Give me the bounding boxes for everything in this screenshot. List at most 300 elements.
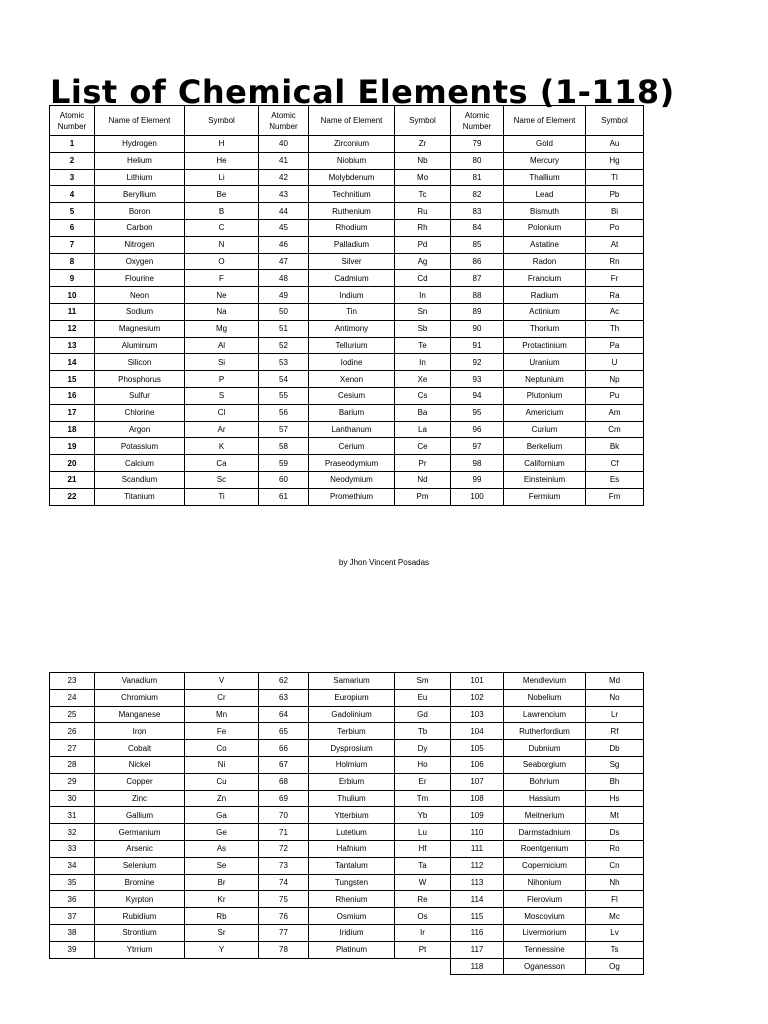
element-name-cell: Neptunium bbox=[504, 371, 586, 388]
atomic-number-cell: 53 bbox=[259, 354, 309, 371]
atomic-number-cell: 116 bbox=[451, 924, 504, 941]
atomic-number-cell: 4 bbox=[50, 186, 95, 203]
atomic-number-cell: 43 bbox=[259, 186, 309, 203]
author-credit: by Jhon Vincent Posadas bbox=[338, 558, 430, 567]
element-name-cell: Protactinium bbox=[504, 337, 586, 354]
element-name-cell: Praseodymium bbox=[309, 455, 395, 472]
element-name-cell: Plutonium bbox=[504, 387, 586, 404]
atomic-number-cell: 61 bbox=[259, 488, 309, 505]
header-symbol: Symbol bbox=[185, 106, 259, 136]
atomic-number-cell: 55 bbox=[259, 387, 309, 404]
atomic-number-cell: 82 bbox=[451, 186, 504, 203]
atomic-number-cell: 17 bbox=[50, 404, 95, 421]
element-name-cell: Bohrium bbox=[504, 773, 586, 790]
table-row bbox=[50, 924, 644, 941]
element-symbol-cell: Rn bbox=[586, 253, 644, 270]
atomic-number-cell: 84 bbox=[451, 219, 504, 236]
element-name-cell: Lutetium bbox=[309, 824, 395, 841]
element-name-cell: Rhenium bbox=[309, 891, 395, 908]
element-symbol-cell: Li bbox=[185, 169, 259, 186]
atomic-number-cell: 42 bbox=[259, 169, 309, 186]
element-symbol-cell: Os bbox=[395, 908, 451, 925]
atomic-number-cell: 34 bbox=[50, 857, 95, 874]
table-row bbox=[50, 941, 644, 958]
atomic-number-cell: 107 bbox=[451, 773, 504, 790]
element-name-cell: Lead bbox=[504, 186, 586, 203]
element-symbol-cell: Mg bbox=[185, 320, 259, 337]
element-name-cell: Oxygen bbox=[95, 253, 185, 270]
element-name-cell: Chromium bbox=[95, 689, 185, 706]
atomic-number-cell: 74 bbox=[259, 874, 309, 891]
table-row bbox=[50, 773, 644, 790]
element-symbol-cell: U bbox=[586, 354, 644, 371]
element-symbol-cell: Bk bbox=[586, 438, 644, 455]
element-name-cell: Ytrrium bbox=[95, 941, 185, 958]
element-name-cell: Zirconium bbox=[309, 136, 395, 153]
table-row bbox=[50, 253, 644, 270]
atomic-number-cell: 22 bbox=[50, 488, 95, 505]
element-name-cell: Scandium bbox=[95, 471, 185, 488]
element-name-cell: Nitrogen bbox=[95, 236, 185, 253]
element-symbol-cell: Te bbox=[395, 337, 451, 354]
element-symbol-cell: Pu bbox=[586, 387, 644, 404]
atomic-number-cell: 37 bbox=[50, 908, 95, 925]
element-symbol-cell: As bbox=[185, 840, 259, 857]
atomic-number-cell: 66 bbox=[259, 740, 309, 757]
element-name-cell: Americium bbox=[504, 404, 586, 421]
empty-cell bbox=[50, 958, 95, 975]
atomic-number-cell: 85 bbox=[451, 236, 504, 253]
atomic-number-cell: 59 bbox=[259, 455, 309, 472]
atomic-number-cell: 70 bbox=[259, 807, 309, 824]
element-symbol-cell: Cs bbox=[395, 387, 451, 404]
element-name-cell: Silicon bbox=[95, 354, 185, 371]
atomic-number-cell: 117 bbox=[451, 941, 504, 958]
element-symbol-cell: Sb bbox=[395, 320, 451, 337]
element-symbol-cell: No bbox=[586, 689, 644, 706]
atomic-number-cell: 21 bbox=[50, 471, 95, 488]
element-name-cell: Indium bbox=[309, 287, 395, 304]
table-row bbox=[50, 824, 644, 841]
element-symbol-cell: Hf bbox=[395, 840, 451, 857]
atomic-number-cell: 63 bbox=[259, 689, 309, 706]
table-row bbox=[50, 438, 644, 455]
element-name-cell: Thulium bbox=[309, 790, 395, 807]
element-name-cell: Livermorium bbox=[504, 924, 586, 941]
header-row bbox=[50, 106, 644, 136]
element-symbol-cell: Lu bbox=[395, 824, 451, 841]
atomic-number-cell: 45 bbox=[259, 219, 309, 236]
atomic-number-cell: 16 bbox=[50, 387, 95, 404]
element-name-cell: Boron bbox=[95, 203, 185, 220]
element-symbol-cell: Cr bbox=[185, 689, 259, 706]
atomic-number-cell: 102 bbox=[451, 689, 504, 706]
element-symbol-cell: P bbox=[185, 371, 259, 388]
element-symbol-cell: Ir bbox=[395, 924, 451, 941]
element-symbol-cell: Nd bbox=[395, 471, 451, 488]
element-name-cell: Meitnerium bbox=[504, 807, 586, 824]
element-symbol-cell: In bbox=[395, 287, 451, 304]
element-name-cell: Niobium bbox=[309, 152, 395, 169]
atomic-number-cell: 96 bbox=[451, 421, 504, 438]
element-symbol-cell: Be bbox=[185, 186, 259, 203]
element-name-cell: Potassium bbox=[95, 438, 185, 455]
element-name-cell: Strontium bbox=[95, 924, 185, 941]
table-row bbox=[50, 287, 644, 304]
element-symbol-cell: Eu bbox=[395, 689, 451, 706]
atomic-number-cell: 98 bbox=[451, 455, 504, 472]
element-name-cell: Moscovium bbox=[504, 908, 586, 925]
element-name-cell: Fermium bbox=[504, 488, 586, 505]
element-symbol-cell: Lr bbox=[586, 706, 644, 723]
atomic-number-cell: 3 bbox=[50, 169, 95, 186]
element-symbol-cell: F bbox=[185, 270, 259, 287]
element-name-cell: Copernicium bbox=[504, 857, 586, 874]
element-name-cell: Cerium bbox=[309, 438, 395, 455]
element-symbol-cell: Nh bbox=[586, 874, 644, 891]
page-title: List of Chemical Elements (1-118) bbox=[50, 73, 675, 111]
element-name-cell: Cadmium bbox=[309, 270, 395, 287]
atomic-number-cell: 7 bbox=[50, 236, 95, 253]
atomic-number-cell: 35 bbox=[50, 874, 95, 891]
atomic-number-cell: 13 bbox=[50, 337, 95, 354]
element-name-cell: Lithium bbox=[95, 169, 185, 186]
atomic-number-cell: 38 bbox=[50, 924, 95, 941]
element-symbol-cell: Er bbox=[395, 773, 451, 790]
element-symbol-cell: Rh bbox=[395, 219, 451, 236]
element-symbol-cell: Xe bbox=[395, 371, 451, 388]
element-name-cell: Californium bbox=[504, 455, 586, 472]
element-name-cell: Hydrogen bbox=[95, 136, 185, 153]
atomic-number-cell: 15 bbox=[50, 371, 95, 388]
header-name: Name of Element bbox=[309, 106, 395, 136]
element-symbol-cell: Ra bbox=[586, 287, 644, 304]
element-name-cell: Tin bbox=[309, 303, 395, 320]
element-name-cell: Samarium bbox=[309, 673, 395, 690]
element-name-cell: Nihonium bbox=[504, 874, 586, 891]
element-name-cell: Neodymium bbox=[309, 471, 395, 488]
element-name-cell: Rutherfordium bbox=[504, 723, 586, 740]
element-symbol-cell: Fr bbox=[586, 270, 644, 287]
element-symbol-cell: Pt bbox=[395, 941, 451, 958]
element-name-cell: Astatine bbox=[504, 236, 586, 253]
element-symbol-cell: O bbox=[185, 253, 259, 270]
element-symbol-cell: Ca bbox=[185, 455, 259, 472]
element-name-cell: Phosphorus bbox=[95, 371, 185, 388]
empty-cell bbox=[259, 958, 309, 975]
element-symbol-cell: W bbox=[395, 874, 451, 891]
atomic-number-cell: 64 bbox=[259, 706, 309, 723]
element-name-cell: Calcium bbox=[95, 455, 185, 472]
element-symbol-cell: In bbox=[395, 354, 451, 371]
atomic-number-cell: 52 bbox=[259, 337, 309, 354]
table-row bbox=[50, 421, 644, 438]
table-row bbox=[50, 958, 644, 975]
atomic-number-cell: 112 bbox=[451, 857, 504, 874]
element-symbol-cell: Tb bbox=[395, 723, 451, 740]
element-symbol-cell: Pm bbox=[395, 488, 451, 505]
element-name-cell: Thorium bbox=[504, 320, 586, 337]
atomic-number-cell: 56 bbox=[259, 404, 309, 421]
element-symbol-cell: Fe bbox=[185, 723, 259, 740]
element-symbol-cell: Ar bbox=[185, 421, 259, 438]
element-name-cell: Dubnium bbox=[504, 740, 586, 757]
table-row bbox=[50, 337, 644, 354]
element-symbol-cell: La bbox=[395, 421, 451, 438]
element-name-cell: Ruthenium bbox=[309, 203, 395, 220]
atomic-number-cell: 39 bbox=[50, 941, 95, 958]
element-name-cell: Chlorine bbox=[95, 404, 185, 421]
element-symbol-cell: Lv bbox=[586, 924, 644, 941]
element-symbol-cell: Fl bbox=[586, 891, 644, 908]
element-symbol-cell: Mc bbox=[586, 908, 644, 925]
element-name-cell: Seaborgium bbox=[504, 756, 586, 773]
table-row bbox=[50, 404, 644, 421]
element-symbol-cell: Ro bbox=[586, 840, 644, 857]
element-name-cell: Magnesium bbox=[95, 320, 185, 337]
element-symbol-cell: Sc bbox=[185, 471, 259, 488]
atomic-number-cell: 97 bbox=[451, 438, 504, 455]
atomic-number-cell: 104 bbox=[451, 723, 504, 740]
element-symbol-cell: Au bbox=[586, 136, 644, 153]
table-row bbox=[50, 455, 644, 472]
element-name-cell: Helium bbox=[95, 152, 185, 169]
element-name-cell: Copper bbox=[95, 773, 185, 790]
element-symbol-cell: Ho bbox=[395, 756, 451, 773]
element-symbol-cell: Tm bbox=[395, 790, 451, 807]
element-symbol-cell: Ce bbox=[395, 438, 451, 455]
element-name-cell: Francium bbox=[504, 270, 586, 287]
atomic-number-cell: 110 bbox=[451, 824, 504, 841]
atomic-number-cell: 20 bbox=[50, 455, 95, 472]
atomic-number-cell: 31 bbox=[50, 807, 95, 824]
element-symbol-cell: Nb bbox=[395, 152, 451, 169]
atomic-number-cell: 81 bbox=[451, 169, 504, 186]
element-symbol-cell: Ac bbox=[586, 303, 644, 320]
element-name-cell: Terbium bbox=[309, 723, 395, 740]
element-symbol-cell: Fm bbox=[586, 488, 644, 505]
element-symbol-cell: K bbox=[185, 438, 259, 455]
table-row bbox=[50, 756, 644, 773]
element-name-cell: Mercury bbox=[504, 152, 586, 169]
element-symbol-cell: Sm bbox=[395, 673, 451, 690]
atomic-number-cell: 79 bbox=[451, 136, 504, 153]
atomic-number-cell: 78 bbox=[259, 941, 309, 958]
atomic-number-cell: 14 bbox=[50, 354, 95, 371]
element-symbol-cell: Ts bbox=[586, 941, 644, 958]
element-name-cell: Arsenic bbox=[95, 840, 185, 857]
element-name-cell: Titanium bbox=[95, 488, 185, 505]
element-symbol-cell: Ga bbox=[185, 807, 259, 824]
atomic-number-cell: 18 bbox=[50, 421, 95, 438]
element-name-cell: Hassium bbox=[504, 790, 586, 807]
element-symbol-cell: Ne bbox=[185, 287, 259, 304]
element-symbol-cell: Rf bbox=[586, 723, 644, 740]
element-name-cell: Bromine bbox=[95, 874, 185, 891]
atomic-number-cell: 40 bbox=[259, 136, 309, 153]
table-row bbox=[50, 136, 644, 153]
element-symbol-cell: H bbox=[185, 136, 259, 153]
element-name-cell: Ytterbium bbox=[309, 807, 395, 824]
table-row bbox=[50, 270, 644, 287]
element-symbol-cell: Mn bbox=[185, 706, 259, 723]
header-atomic-number: Atomic Number bbox=[259, 106, 309, 136]
element-symbol-cell: He bbox=[185, 152, 259, 169]
atomic-number-cell: 67 bbox=[259, 756, 309, 773]
empty-cell bbox=[95, 958, 185, 975]
element-name-cell: Flerovium bbox=[504, 891, 586, 908]
atomic-number-cell: 54 bbox=[259, 371, 309, 388]
table-row bbox=[50, 790, 644, 807]
atomic-number-cell: 32 bbox=[50, 824, 95, 841]
atomic-number-cell: 103 bbox=[451, 706, 504, 723]
element-symbol-cell: Sn bbox=[395, 303, 451, 320]
element-symbol-cell: Es bbox=[586, 471, 644, 488]
atomic-number-cell: 100 bbox=[451, 488, 504, 505]
atomic-number-cell: 80 bbox=[451, 152, 504, 169]
element-symbol-cell: Bh bbox=[586, 773, 644, 790]
element-symbol-cell: C bbox=[185, 219, 259, 236]
atomic-number-cell: 51 bbox=[259, 320, 309, 337]
table-row bbox=[50, 740, 644, 757]
element-name-cell: Platinum bbox=[309, 941, 395, 958]
table-row bbox=[50, 723, 644, 740]
element-symbol-cell: Kr bbox=[185, 891, 259, 908]
element-name-cell: Rubidium bbox=[95, 908, 185, 925]
element-symbol-cell: Zr bbox=[395, 136, 451, 153]
atomic-number-cell: 86 bbox=[451, 253, 504, 270]
element-symbol-cell: Md bbox=[586, 673, 644, 690]
element-symbol-cell: Ru bbox=[395, 203, 451, 220]
element-name-cell: Cobalt bbox=[95, 740, 185, 757]
element-name-cell: Germanium bbox=[95, 824, 185, 841]
element-symbol-cell: Hg bbox=[586, 152, 644, 169]
atomic-number-cell: 30 bbox=[50, 790, 95, 807]
element-symbol-cell: Rb bbox=[185, 908, 259, 925]
atomic-number-cell: 65 bbox=[259, 723, 309, 740]
atomic-number-cell: 27 bbox=[50, 740, 95, 757]
table-row bbox=[50, 320, 644, 337]
table-row bbox=[50, 371, 644, 388]
element-symbol-cell: Cn bbox=[586, 857, 644, 874]
atomic-number-cell: 11 bbox=[50, 303, 95, 320]
element-symbol-cell: Y bbox=[185, 941, 259, 958]
atomic-number-cell: 69 bbox=[259, 790, 309, 807]
element-name-cell: Osmium bbox=[309, 908, 395, 925]
element-name-cell: Carbon bbox=[95, 219, 185, 236]
element-symbol-cell: Np bbox=[586, 371, 644, 388]
atomic-number-cell: 9 bbox=[50, 270, 95, 287]
element-symbol-cell: Ag bbox=[395, 253, 451, 270]
element-name-cell: Promethium bbox=[309, 488, 395, 505]
atomic-number-cell: 115 bbox=[451, 908, 504, 925]
atomic-number-cell: 90 bbox=[451, 320, 504, 337]
atomic-number-cell: 109 bbox=[451, 807, 504, 824]
atomic-number-cell: 114 bbox=[451, 891, 504, 908]
element-name-cell: Flourine bbox=[95, 270, 185, 287]
atomic-number-cell: 60 bbox=[259, 471, 309, 488]
element-name-cell: Darmstadnium bbox=[504, 824, 586, 841]
atomic-number-cell: 83 bbox=[451, 203, 504, 220]
atomic-number-cell: 23 bbox=[50, 673, 95, 690]
atomic-number-cell: 93 bbox=[451, 371, 504, 388]
atomic-number-cell: 87 bbox=[451, 270, 504, 287]
element-symbol-cell: Se bbox=[185, 857, 259, 874]
atomic-number-cell: 48 bbox=[259, 270, 309, 287]
element-symbol-cell: Gd bbox=[395, 706, 451, 723]
element-name-cell: Erbium bbox=[309, 773, 395, 790]
element-symbol-cell: N bbox=[185, 236, 259, 253]
atomic-number-cell: 24 bbox=[50, 689, 95, 706]
atomic-number-cell: 41 bbox=[259, 152, 309, 169]
element-symbol-cell: Tc bbox=[395, 186, 451, 203]
element-name-cell: Silver bbox=[309, 253, 395, 270]
atomic-number-cell: 106 bbox=[451, 756, 504, 773]
element-name-cell: Manganese bbox=[95, 706, 185, 723]
table-row bbox=[50, 673, 644, 690]
atomic-number-cell: 92 bbox=[451, 354, 504, 371]
element-name-cell: Tungsten bbox=[309, 874, 395, 891]
atomic-number-cell: 8 bbox=[50, 253, 95, 270]
element-symbol-cell: Ti bbox=[185, 488, 259, 505]
element-symbol-cell: Ds bbox=[586, 824, 644, 841]
element-name-cell: Xenon bbox=[309, 371, 395, 388]
atomic-number-cell: 1 bbox=[50, 136, 95, 153]
element-name-cell: Radium bbox=[504, 287, 586, 304]
element-name-cell: Technitium bbox=[309, 186, 395, 203]
element-symbol-cell: Zn bbox=[185, 790, 259, 807]
element-name-cell: Roentgenium bbox=[504, 840, 586, 857]
element-name-cell: Einsteinium bbox=[504, 471, 586, 488]
element-name-cell: Lawrencium bbox=[504, 706, 586, 723]
atomic-number-cell: 72 bbox=[259, 840, 309, 857]
atomic-number-cell: 76 bbox=[259, 908, 309, 925]
element-name-cell: Kyrpton bbox=[95, 891, 185, 908]
atomic-number-cell: 2 bbox=[50, 152, 95, 169]
element-name-cell: Curium bbox=[504, 421, 586, 438]
element-name-cell: Tennessine bbox=[504, 941, 586, 958]
atomic-number-cell: 5 bbox=[50, 203, 95, 220]
atomic-number-cell: 105 bbox=[451, 740, 504, 757]
element-name-cell: Europium bbox=[309, 689, 395, 706]
element-name-cell: Argon bbox=[95, 421, 185, 438]
element-name-cell: Tantalum bbox=[309, 857, 395, 874]
atomic-number-cell: 46 bbox=[259, 236, 309, 253]
atomic-number-cell: 28 bbox=[50, 756, 95, 773]
element-name-cell: Neon bbox=[95, 287, 185, 304]
element-name-cell: Vanadium bbox=[95, 673, 185, 690]
table-row bbox=[50, 354, 644, 371]
element-name-cell: Molybdenum bbox=[309, 169, 395, 186]
header-name: Name of Element bbox=[95, 106, 185, 136]
atomic-number-cell: 47 bbox=[259, 253, 309, 270]
empty-cell bbox=[395, 958, 451, 975]
element-name-cell: Gold bbox=[504, 136, 586, 153]
atomic-number-cell: 75 bbox=[259, 891, 309, 908]
element-name-cell: Nobelium bbox=[504, 689, 586, 706]
atomic-number-cell: 50 bbox=[259, 303, 309, 320]
table-row bbox=[50, 857, 644, 874]
element-name-cell: Hafnium bbox=[309, 840, 395, 857]
element-symbol-cell: Po bbox=[586, 219, 644, 236]
element-symbol-cell: Ge bbox=[185, 824, 259, 841]
table-row bbox=[50, 387, 644, 404]
atomic-number-cell: 99 bbox=[451, 471, 504, 488]
element-symbol-cell: Cm bbox=[586, 421, 644, 438]
table-row bbox=[50, 689, 644, 706]
element-symbol-cell: Cf bbox=[586, 455, 644, 472]
element-symbol-cell: Bi bbox=[586, 203, 644, 220]
